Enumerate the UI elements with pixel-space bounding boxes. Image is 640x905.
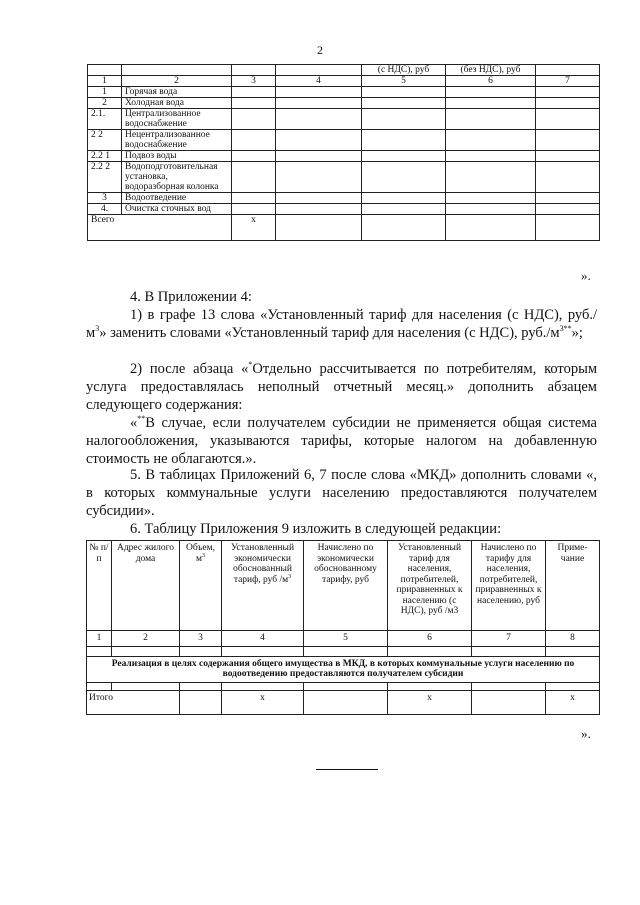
column-number: 1: [87, 631, 112, 647]
row-number: 2 2: [88, 130, 122, 151]
table-row: [88, 98, 600, 109]
page-number: 2: [317, 43, 323, 57]
column-number: 5: [362, 76, 446, 87]
column-numbers-row: [87, 631, 600, 647]
table-row: [88, 65, 600, 76]
table-row: [87, 646, 600, 656]
row-number: 2: [88, 98, 122, 109]
column-number: 6: [446, 76, 536, 87]
column-number: 1: [88, 76, 122, 87]
row-name: Горячая вода: [122, 87, 232, 98]
total-mark: х: [388, 690, 472, 714]
row-name: Централизованное водоснабжение: [122, 109, 232, 130]
header-cell: Объем, $м^3$: [180, 541, 222, 631]
row-name: Холодная вода: [122, 98, 232, 109]
total-row: [88, 215, 600, 241]
closing-quote: ».: [581, 726, 591, 741]
paragraph-item-4: 4. В Приложении 4:: [130, 289, 252, 305]
column-number: 2: [112, 631, 180, 647]
header-row: [87, 541, 600, 631]
total-label: Итого: [87, 690, 180, 714]
row-number: 4.: [88, 204, 122, 215]
total-row: [87, 690, 600, 714]
table-cell: (с НДС), руб: [362, 65, 446, 76]
table-cell: (без НДС), руб: [446, 65, 536, 76]
row-number: 1: [88, 87, 122, 98]
total-mark: х: [232, 215, 276, 241]
tariff-table: [87, 64, 600, 241]
column-number: 3: [180, 631, 222, 647]
table-row: [88, 193, 600, 204]
column-number: 4: [276, 76, 362, 87]
row-name: Нецентрализованное водоснабжение: [122, 130, 232, 151]
row-name: Водоотведение: [122, 193, 232, 204]
header-cell: Приме-чание: [546, 541, 600, 631]
row-number: 2.2 2: [88, 162, 122, 193]
row-name: Водоподготовительная установка, водоразборная колонка: [122, 162, 232, 193]
column-number: 7: [472, 631, 546, 647]
paragraph-subitem-1: 1) в графе 13 слова «Установленный тариф для населения (с НДС), $руб./м^3$» заменить словами «Установленный тариф для населения (с НДС), $руб./м^{3**}$»;: [86, 307, 597, 341]
header-cell: Установленный экономически обоснованный тариф, руб $/м^3$: [222, 541, 304, 631]
table-row: [88, 151, 600, 162]
table-row: [88, 162, 600, 193]
row-number: 2.2 1: [88, 151, 122, 162]
column-number: 6: [388, 631, 472, 647]
total-mark: х: [222, 690, 304, 714]
paragraph-item-6: 6. Таблицу Приложения 9 изложить в следующей редакции:: [130, 521, 502, 537]
paragraph-item-5: 5. В таблицах Приложений 6, 7 после слова «МКД» дополнить словами «, в которых коммунальные услуги населению предоставляются получателем субсидии».: [86, 467, 597, 519]
header-cell: Начислено по экономически обоснованному тарифу, руб: [304, 541, 388, 631]
row-name: Очистка сточных вод: [122, 204, 232, 215]
row-number: 2.1.: [88, 109, 122, 130]
appendix-9-table: [86, 540, 600, 715]
table-row: [88, 109, 600, 130]
section-row: [87, 656, 600, 682]
row-name: Подвоз воды: [122, 151, 232, 162]
column-number: 8: [546, 631, 600, 647]
closing-quote: ».: [581, 268, 591, 283]
header-cell: Установленный тариф для населения, потребителей, приравненных к населению (с НДС), руб /м3: [388, 541, 472, 631]
column-number: 7: [536, 76, 600, 87]
header-cell: № п/п: [87, 541, 112, 631]
separator-line: [316, 769, 378, 770]
table-row: [88, 130, 600, 151]
section-title: Реализация в целях содержания общего имущества в МКД, в которых коммунальные услуги населению по водоотведению предоставляются получателем субсидии: [87, 656, 600, 682]
column-number: 4: [222, 631, 304, 647]
total-label: Всего: [88, 215, 232, 241]
table-row: [88, 87, 600, 98]
column-number: 5: [304, 631, 388, 647]
column-number: 2: [122, 76, 232, 87]
paragraph-quote: «**В случае, если получателем субсидии не применяется общая система налогообложения, указываются тарифы, которые налогом на добавленную стоимость не облагаются.».: [86, 414, 597, 467]
total-mark: х: [546, 690, 600, 714]
header-cell: Адрес жилого дома: [112, 541, 180, 631]
table-row: [87, 682, 600, 690]
column-numbers-row: [88, 76, 600, 87]
paragraph-subitem-2: 2) после абзаца «*Отдельно рассчитывается по потребителям, которым услуга предоставлялась неполный отчетный месяц.» дополнить абзацем следующего содержания:: [86, 360, 597, 413]
column-number: 3: [232, 76, 276, 87]
row-number: 3: [88, 193, 122, 204]
header-cell: Начислено по тарифу для населения, потребителей, приравненных к населению, руб: [472, 541, 546, 631]
table-row: [88, 204, 600, 215]
